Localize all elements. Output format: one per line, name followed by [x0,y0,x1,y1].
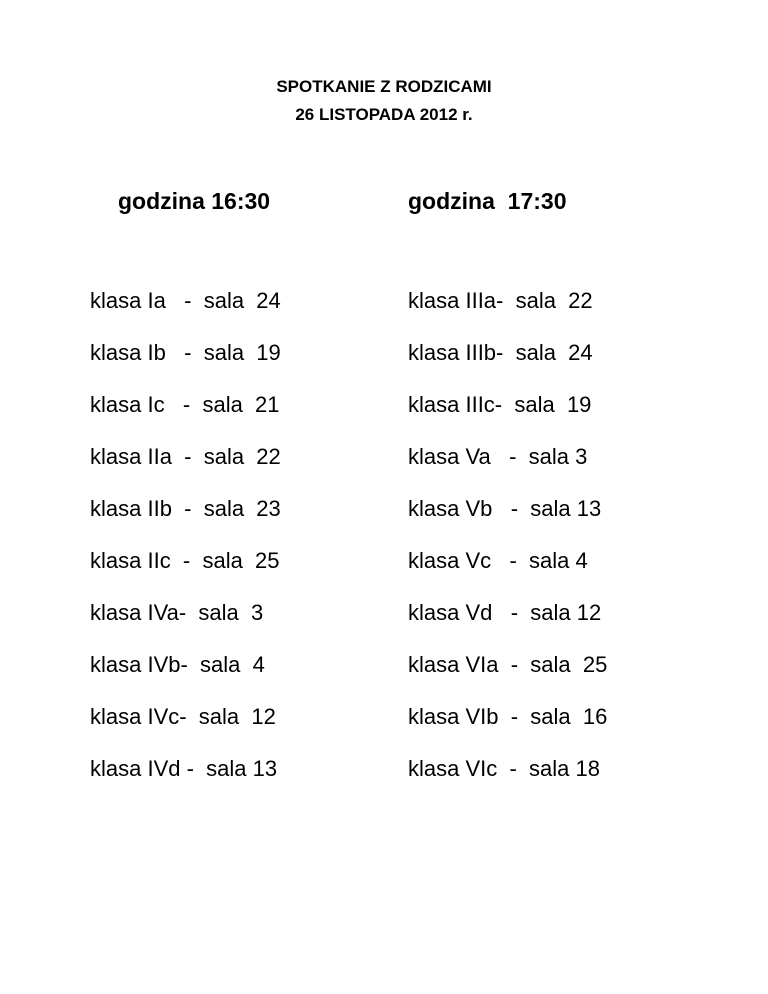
right-schedule-list [408,287,607,807]
list-item: klasa Va - sala 3 [408,444,588,469]
list-item: klasa Ib - sala 19 [90,340,281,365]
list-item: klasa Ic - sala 21 [90,392,280,417]
list-item: klasa VIc - sala 18 [408,756,600,781]
list-item: klasa IIIb- sala 24 [408,340,593,365]
list-item: klasa Vc - sala 4 [408,548,588,573]
list-item: klasa Vd - sala 12 [408,600,602,625]
list-item: klasa IVa- sala 3 [90,600,264,625]
list-item: klasa IVb- sala 4 [90,652,265,677]
list-item: klasa IIb - sala 23 [90,496,281,521]
list-item: klasa IVc- sala 12 [90,704,276,729]
list-item: klasa Vb - sala 13 [408,496,602,521]
right-column-heading: godzina 17:30 [408,188,567,214]
left-schedule-list [90,287,281,807]
document-title-line-2: 26 LISTOPADA 2012 r. [295,105,473,124]
left-column-heading: godzina 16:30 [118,188,271,214]
list-item: klasa IIIc- sala 19 [408,392,592,417]
list-item: klasa IIIa- sala 22 [408,288,593,313]
list-item: klasa IVd - sala 13 [90,756,278,781]
document-title-line-1: SPOTKANIE Z RODZICAMI [276,77,492,96]
list-item: klasa IIa - sala 22 [90,444,281,469]
list-item: klasa IIc - sala 25 [90,548,280,573]
list-item: klasa Ia - sala 24 [90,288,281,313]
list-item: klasa VIb - sala 16 [408,704,608,729]
list-item: klasa VIa - sala 25 [408,652,608,677]
